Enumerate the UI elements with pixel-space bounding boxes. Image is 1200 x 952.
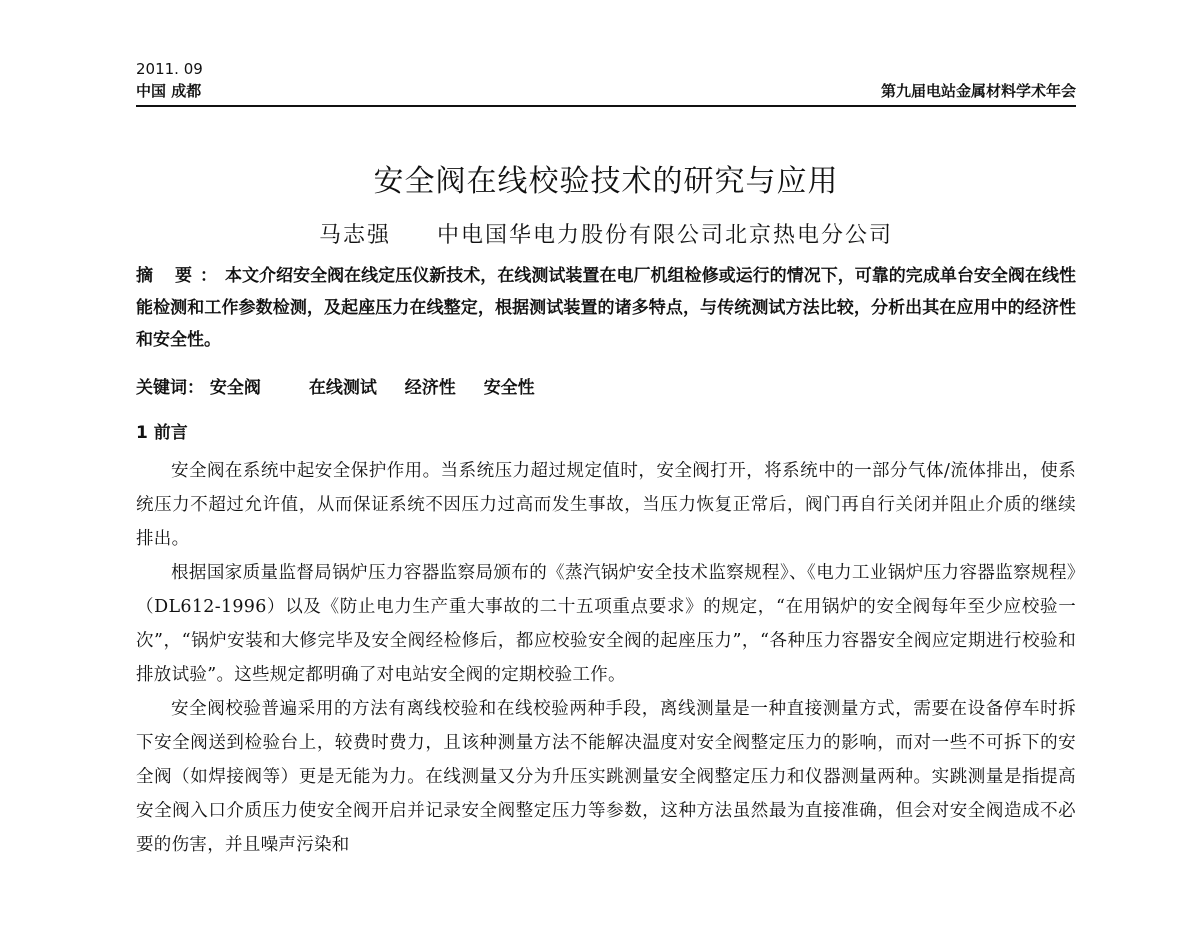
paragraph: 安全阀校验普遍采用的方法有离线校验和在线校验两种手段，离线测量是一种直接测量方式，需要在设备停车时拆下安全阀送到检验台上，较费时费力，且该种测量方法不能解决温度对安全阀整定压力的影响，而对一些不可拆下的安全阀（如焊接阀等）更是无能为力。在线测量又分为升压实跳测量安全阀整定压力和仪器测量两种。实跳测量是指提高安全阀入口介质压力使安全阀开启并记录安全阀整定压力等参数，这种方法虽然最为直接准确，但会对安全阀造成不必要的伤害，并且噪声污染和 [136,699,1076,855]
author-affiliation: 中电国华电力股份有限公司北京热电分公司 [437,223,894,248]
body-text [136,454,1076,862]
paper-page [136,58,1076,855]
header-place: 中国 成都 [136,82,202,100]
section-heading: 1 前言 [136,423,188,443]
author-line [136,221,1076,251]
page-header [136,58,1076,108]
author-name: 马志强 [318,223,391,248]
keyword: 安全性 [483,378,535,398]
keyword: 安全阀 [209,378,261,398]
paper-title: 安全阀在线校验技术的研究与应用 [373,164,839,199]
paragraph: 根据国家质量监督局锅炉压力容器监察局颁布的《蒸汽锅炉安全技术监察规程》、《电力工业锅炉压力容器监察规程》（DL612-1996）以及《防止电力生产重大事故的二十五项重点要求》的规定，“在用锅炉的安全阀每年至少应校验一次”，“锅炉安装和大修完毕及安全阀经检修后，都应校验安全阀的起座压力”，“各种压力容器安全阀应定期进行校验和排放试验”。这些规定都明确了对电站安全阀的定期校验工作。 [136,563,1076,685]
keywords [136,372,1076,404]
header-rule [136,105,1076,107]
abstract-text: 本文介绍安全阀在线定压仪新技术，在线测试装置在电厂机组检修或运行的情况下，可靠的完成单台安全阀在线性能检测和工作参数检测，及起座压力在线整定，根据测试装置的诸多特点，与传统测试方法比较，分析出其在应用中的经济性和安全性。 [136,266,1076,350]
paragraph: 安全阀在系统中起安全保护作用。当系统压力超过规定值时，安全阀打开，将系统中的一部分气体/流体排出，使系统压力不超过允许值，从而保证系统不因压力过高而发生事故，当压力恢复正常后，阀门再自行关闭并阻止介质的继续排出。 [136,461,1076,549]
abstract [136,260,1076,356]
keywords-label: 关键词： [136,378,204,398]
keyword: 在线测试 [308,378,377,398]
header-date: 2011. 09 [136,60,203,78]
abstract-label: 摘 要： [136,266,225,286]
header-conference: 第九届电站金属材料学术年会 [880,82,1076,100]
keyword: 经济性 [404,378,456,398]
